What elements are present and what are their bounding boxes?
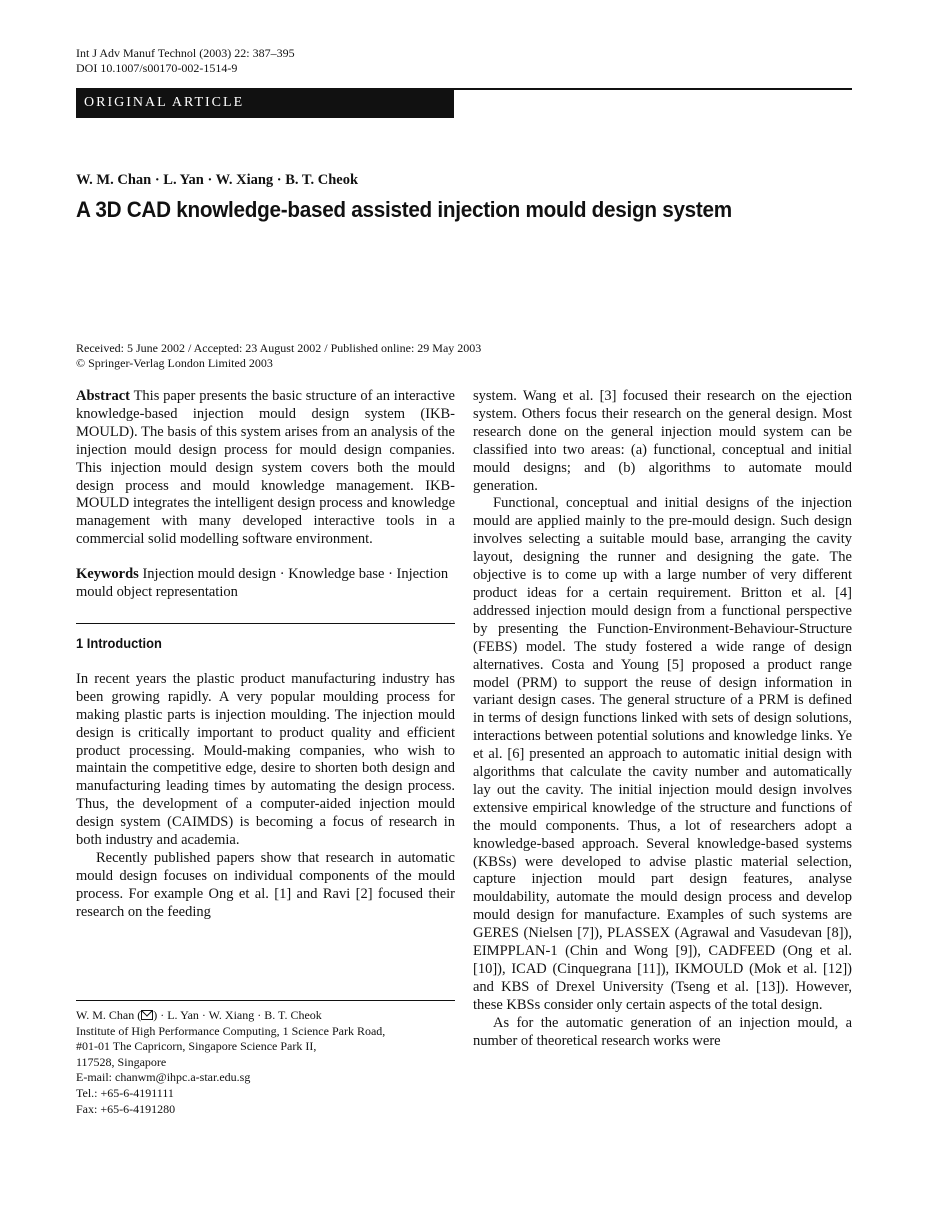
intro-paragraph-1: In recent years the plastic product manufacturing industry has been growing rapidly. A very popular moulding process for making plastic parts is injection moulding. The injection mould design is critically important to product quality and efficient product processing. Mould-making companies, who wish to maintain the competitive edge, desire to shorten both design and manufacturing leading times by automating the design process. Thus, the development of a computer-aided injection mould design system (CAIMDS) is becoming a focus of research in both industry and academia.: [76, 670, 455, 849]
journal-header: [76, 46, 295, 76]
author-list: W. M. Chan · L. Yan · W. Xiang · B. T. Cheok: [76, 172, 359, 188]
affiliation-line-1: Institute of High Performance Computing, 1 Science Park Road,: [76, 1023, 386, 1038]
intro-paragraph-2: Recently published papers show that research in automatic mould design focuses on individual components of the mould process. For example Ong et al. [1] and Ravi [2] focused their research on the feeding: [76, 849, 455, 920]
author-footnote: [76, 1008, 455, 1117]
affiliation-line-3: 117528, Singapore: [76, 1054, 167, 1069]
abstract-paragraph: [76, 388, 455, 549]
right-column: [473, 388, 852, 1051]
paper-title: A 3D CAD knowledge-based assisted injection mould design system: [76, 197, 732, 222]
footnote-authors: W. M. Chan ( ) · L. Yan · W. Xiang · B. T. Cheok: [76, 1008, 322, 1022]
journal-citation: Int J Adv Manuf Technol (2003) 22: 387–395: [76, 46, 295, 60]
keywords-paragraph: [76, 566, 455, 602]
right-paragraph-3: As for the automatic generation of an injection mould, a number of theoretical research works were: [473, 1014, 852, 1049]
copyright-line: © Springer-Verlag London Limited 2003: [76, 356, 273, 370]
header-rule: [454, 88, 852, 90]
left-column: [76, 388, 455, 922]
publication-dates: [76, 341, 481, 371]
footnote-divider: [76, 1000, 455, 1001]
section-heading-introduction: 1 Introduction: [76, 634, 162, 651]
doi-line: DOI 10.1007/s00170-002-1514-9: [76, 61, 238, 75]
telephone-line: Tel.: +65-6-4191111: [76, 1085, 174, 1100]
dates-line: Received: 5 June 2002 / Accepted: 23 August 2002 / Published online: 29 May 2003: [76, 341, 482, 355]
section-divider: [76, 623, 455, 624]
article-type-banner: ORIGINAL ARTICLE: [76, 88, 454, 118]
right-paragraph-1: system. Wang et al. [3] focused their research on the ejection system. Others focus their research on the general design. Most research done on the general injection mould system can be classified into two areas: (a) functional, conceptual and initial mould designs; and (b) algorithms to automate mould generation.: [473, 388, 852, 494]
right-paragraph-2: Functional, conceptual and initial designs of the injection mould are applied mainly to the pre-mould design. Such design involves selecting a suitable mould base, arranging the cavity layout, designing the runner and designing the gate. The objective is to come up with a large number of very different product ideas for a certain requirement. Britton et al. [4] addressed injection mould design from a functional perspective by presenting the Function-Environment-Behaviour-Structure (FEBS) model. The study fostered a wide range of design alternatives. Costa and Young [5] proposed a product range model (PRM) to support the reuse of design information in variant design cases. The general structure of a PRM is defined in terms of design functions linked with sets of design solutions, interactions between potential solutions and knowledge links. Ye et al. [6] presented an approach to automatic initial design with algorithms that calculate the cavity number and automatically lay out the cavity. The initial injection mould design involves extensive empirical knowledge of the structure and functions of the mould components. Thus, a lot of researchers adopt a knowledge-based approach. Several knowledge-based systems (KBSs) were developed to advise plastic material selection, capture injection mould part design features, analyse mouldability, automate the mould design process and develop mould design for manufacture. Examples of such systems are GERES (Nielsen [7]), PLASSEX (Agrawal and Vasudevan [8]), EIMPPLAN-1 (Chin and Wong [9]), CADFEED (Ong et al. [10]), ICAD (Cinquegrana [11]), IKMOULD (Mok et al. [12]) and KBS of Drexel University (Tseng et al. [13]). However, these KBSs consider only certain aspects of the total design.: [473, 495, 852, 1013]
keywords-label: Keywords: [76, 566, 139, 583]
email-line: E-mail: chanwm@ihpc.a-star.edu.sg: [76, 1070, 251, 1085]
envelope-icon: [141, 1010, 153, 1020]
abstract-label: Abstract: [76, 388, 130, 404]
affiliation-line-2: #01-01 The Capricorn, Singapore Science Park II,: [76, 1039, 317, 1054]
fax-line: Fax: +65-6-4191280: [76, 1101, 176, 1116]
abstract-text: This paper presents the basic structure of an interactive knowledge-based injection mould design system (IKB-MOULD). The basis of this system arises from an analysis of the injection mould design process for mould design companies. This injection mould design system covers both the mould design process and mould knowledge management. IKB-MOULD integrates the intelligent design process and knowledge management with many developed interactive tools in a commercial solid modelling software environment.: [76, 388, 455, 548]
keywords-text: Injection mould design · Knowledge base · Injection mould object representation: [76, 566, 449, 601]
